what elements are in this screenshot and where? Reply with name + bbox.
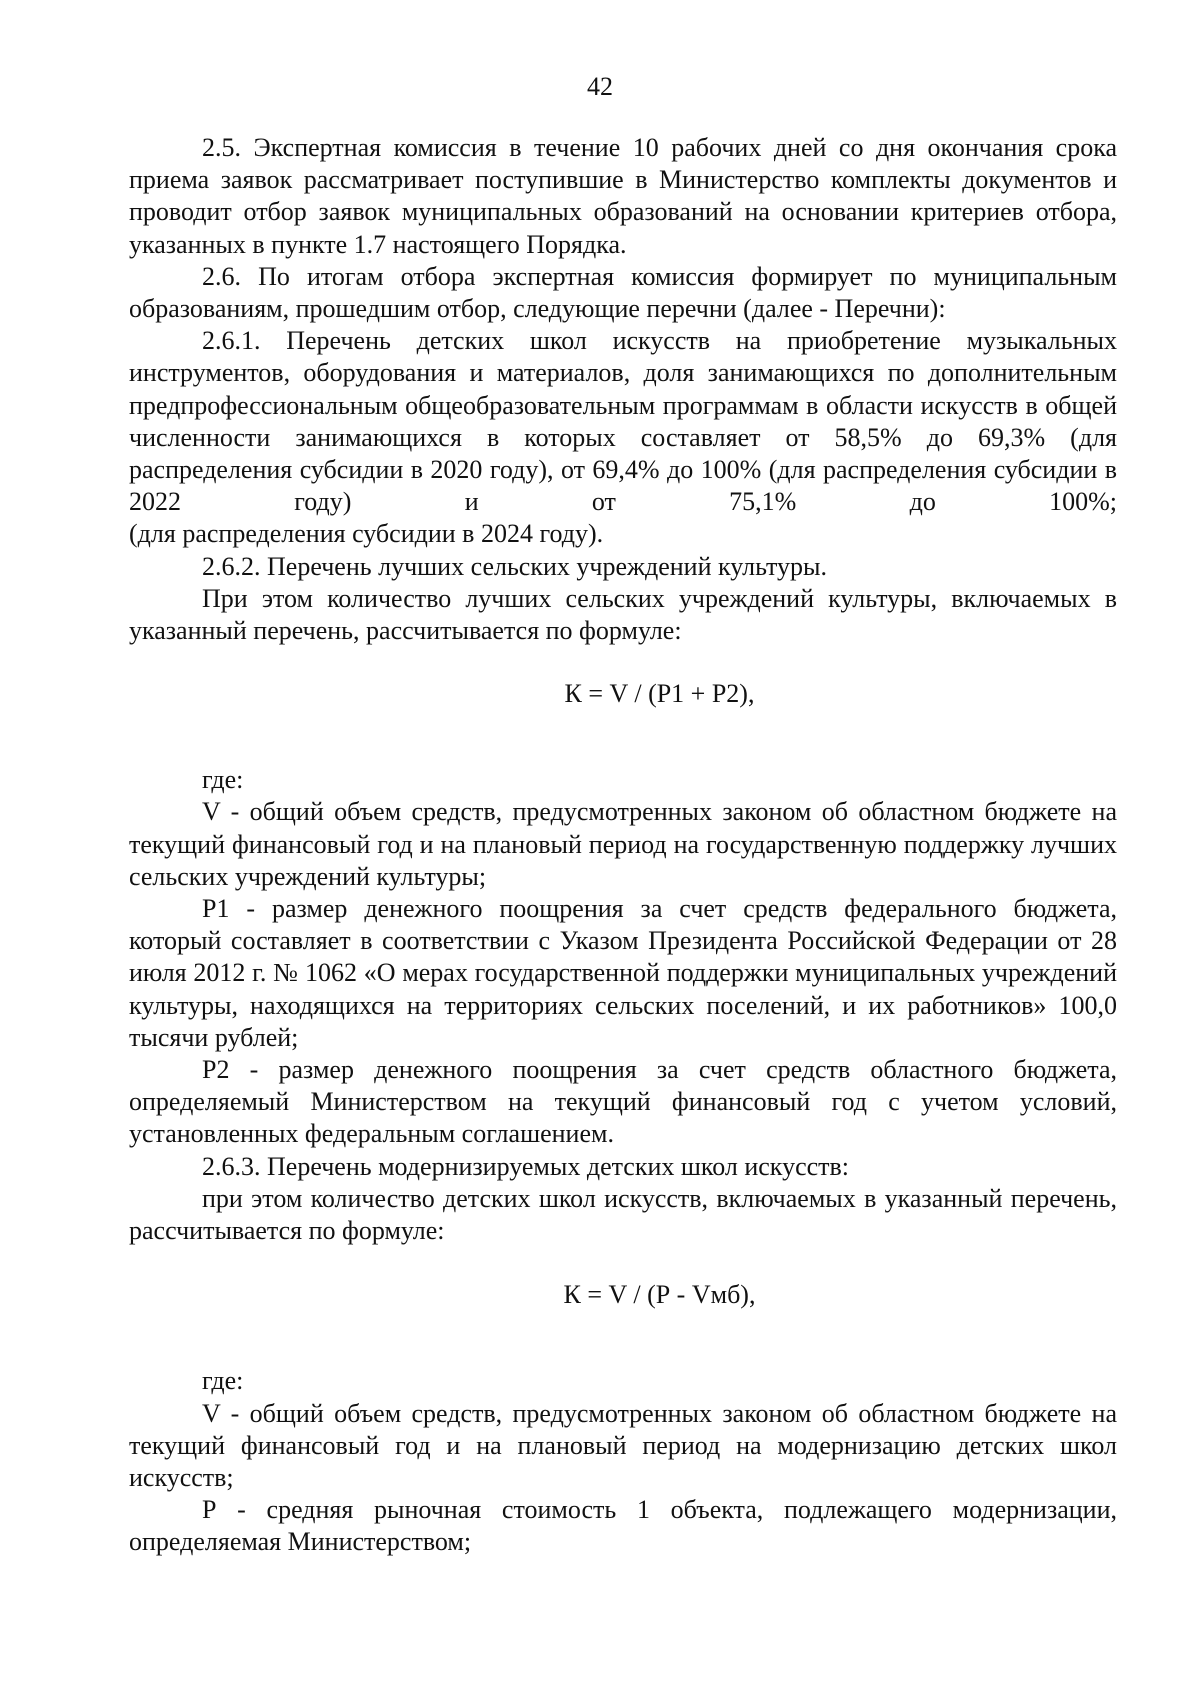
definition-p-average-cost: Р - средняя рыночная стоимость 1 объекта, подлежащего модернизации, определяемая Министерством;	[129, 1495, 1117, 1557]
paragraph-2-5: 2.5. Экспертная комиссия в течение 10 рабочих дней со дня окончания срока приема заявок рассматривает поступившие в Министерство комплекты документов и проводит отбор заявок муниципальных образований на основании критериев отбора, указанных в пункте 1.7 настоящего Порядка.	[129, 133, 1117, 259]
document-body	[129, 132, 1117, 1559]
where-label-2: где:	[202, 1366, 244, 1396]
paragraph-2-6-3-count: при этом количество детских школ искусств, включаемых в указанный перечень, рассчитывается по формуле:	[129, 1183, 1117, 1246]
page-number: 42	[587, 72, 613, 101]
where-label-1: где:	[202, 765, 244, 795]
spacer	[129, 1311, 1117, 1365]
paragraph-2-6-2-count: При этом количество лучших сельских учреждений культуры, включаемых в указанный перечень, рассчитывается по формуле:	[129, 583, 1117, 646]
formula-best-rural-institutions: К = V / (Р1 + Р2),	[564, 679, 755, 709]
paragraph-2-6-1-tail: (для распределения субсидии в 2024 году).	[129, 519, 604, 549]
definition-p2: Р2 - размер денежного поощрения за счет средств областного бюджета, определяемый Министерством на текущий финансовый год с учетом условий, установленных федеральным соглашением.	[129, 1055, 1117, 1149]
paragraph-2-6-3: 2.6.3. Перечень модернизируемых детских школ искусств:	[202, 1151, 850, 1181]
spacer	[129, 710, 1117, 764]
paragraph-2-6-2: 2.6.2. Перечень лучших сельских учреждений культуры.	[202, 551, 827, 581]
paragraph-2-6: 2.6. По итогам отбора экспертная комиссия формирует по муниципальным образованиям, прошедшим отбор, следующие перечни (далее - Перечни):	[129, 261, 1117, 324]
definition-v-2: V - общий объем средств, предусмотренных законом об областном бюджете на текущий финансовый год и на плановый период на модернизацию детских школ искусств;	[129, 1398, 1117, 1492]
spacer	[129, 647, 1117, 678]
definition-p1: Р1 - размер денежного поощрения за счет средств федерального бюджета, который составляет в соответствии с Указом Президента Российской Федерации от 28 июля 2012 г. № 1062 «О мерах государственной поддержки муниципальных учреждений культуры, находящихся на территориях сельских поселений, и их работников» 100,0 тысячи рублей;	[129, 894, 1117, 1052]
formula-art-schools: К = V / (Р - Vмб),	[563, 1280, 756, 1310]
definition-v-1: V - общий объем средств, предусмотренных законом об областном бюджете на текущий финансовый год и на плановый период на государственную поддержку лучших сельских учреждений культуры;	[129, 797, 1117, 891]
spacer	[129, 1247, 1117, 1279]
paragraph-2-6-1: 2.6.1. Перечень детских школ искусств на приобретение музыкальных инструментов, оборудования и материалов, доля занимающихся по дополнительным предпрофессиональным общеобразовательным программам в области искусств в общей численности занимающихся в которых составляет от 58,5% до 69,3% (для распределения субсидии в 2020 году), от 69,4% до 100% (для распределения субсидии в 2022 году) и от 75,1% до 100%;	[129, 326, 1117, 517]
